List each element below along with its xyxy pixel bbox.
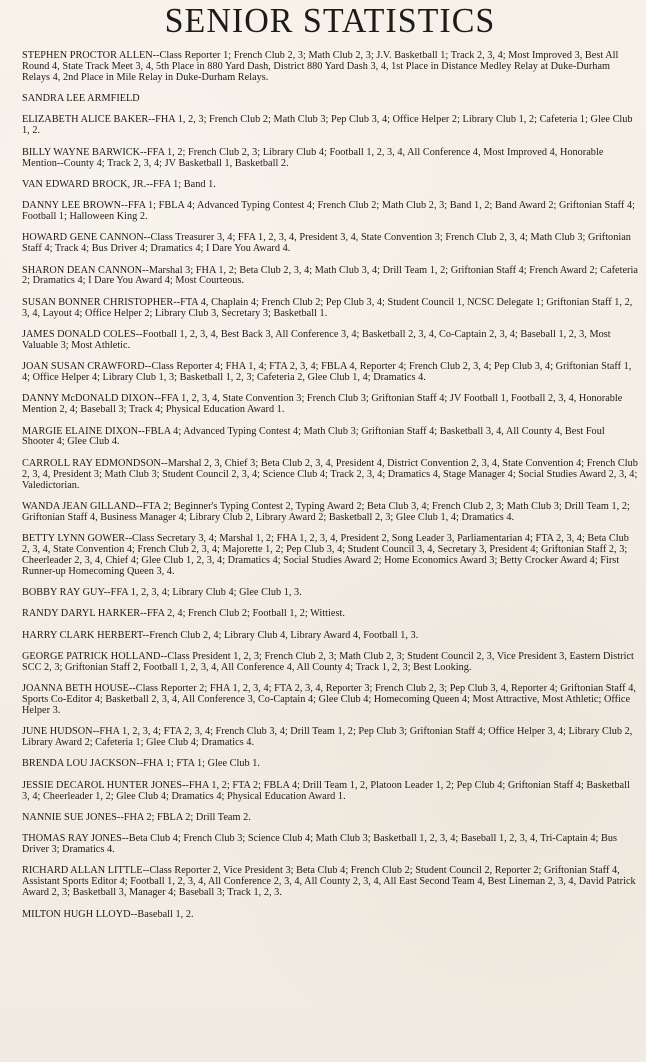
- senior-entry: BETTY LYNN GOWER--Class Secretary 3, 4; Marshal 1, 2; FHA 1, 2, 3, 4, President 2, Song Leader 3, Parliamentarian 4; FTA 2, 3, 4; Beta Club 2, 3, 4, State Convention 4; French Club 2, 3, 4; Majorette 1, 2; Pep Club 3, 4; Student Council 3, 4, Secretary 3, President 4; Griftonian Staff 2, 3; Cheerleader 2, 3, 4, Chief 4; Glee Club 1, 2, 3, 4; Dramatics 4; Social Studies Award 2; Home Economics Award 3; Betty Crocker Award 4; First Runner-up Homecoming Queen 3, 4.: [22, 533, 629, 577]
- senior-entry: JOAN SUSAN CRAWFORD--Class Reporter 4; FHA 1, 4; FTA 2, 3, 4; FBLA 4, Reporter 4; French Club 2, 3, 4; Pep Club 3, 4; Griftonian Staff 1, 4; Office Helper 4; Library Club 1, 3; Basketball 1, 2, 3; Cafeteria 2, Glee Club 1, 4; Dramatics 4.: [22, 361, 632, 384]
- senior-entry: DANNY McDONALD DIXON--FFA 1, 2, 3, 4, State Convention 3; French Club 3; Griftonian Staff 4; JV Football 1, Football 2, 3, 4, Honorable Mention 2, 4; Baseball 3; Track 4; Physical Education Award 1.: [22, 393, 623, 416]
- senior-entry: JOANNA BETH HOUSE--Class Reporter 2; FHA 1, 2, 3, 4; FTA 2, 3, 4, Reporter 3; French Club 2, 3; Pep Club 3, 4, Reporter 4; Griftonian Staff 4, Sports Co-Editor 4; Basketball 2, 3, 4, All Conference 3, Co-Captain 4; Glee Club 4; Homecoming Queen 4; Most Attractive, Most Athletic; Office Helper 3.: [22, 683, 636, 716]
- senior-entry: BRENDA LOU JACKSON--FHA 1; FTA 1; Glee Club 1.: [22, 758, 261, 770]
- senior-entry: JESSIE DECAROL HUNTER JONES--FHA 1, 2; FTA 2; FBLA 4; Drill Team 1, 2, Platoon Leader 1, 2; Pep Club 4; Griftonian Staff 4; Basketball 3, 4; Cheerleader 1, 2; Glee Club 4; Dramatics 4; Physical Education Award 1.: [22, 779, 630, 802]
- senior-entry: NANNIE SUE JONES--FHA 2; FBLA 2; Drill Team 2.: [22, 811, 251, 823]
- senior-entry: BILLY WAYNE BARWICK--FFA 1, 2; French Club 2, 3; Library Club 4; Football 1, 2, 3, 4, All Conference 4, Most Improved 4, Honorable Mention--County 4; Track 2, 3, 4; JV Basketball 1, Basketball 2.: [22, 146, 604, 169]
- senior-entry: BOBBY RAY GUY--FFA 1, 2, 3, 4; Library Club 4; Glee Club 1, 3.: [22, 587, 302, 599]
- senior-entry: SHARON DEAN CANNON--Marshal 3; FHA 1, 2; Beta Club 2, 3, 4; Math Club 3, 4; Drill Team 1, 2; Griftonian Staff 4; French Award 2; Cafeteria 2; Dramatics 4; I Dare You Award 4; Most Courteous.: [22, 264, 638, 287]
- senior-entry: STEPHEN PROCTOR ALLEN--Class Reporter 1; French Club 2, 3; Math Club 2, 3; J.V. Basketball 1; Track 2, 3, 4; Most Improved 3, Best All Round 4, State Track Meet 3, 4, 5th Place in 880 Yard Dash, District 880 Yard Dash 3, 4, 1st Place in Distance Medley Relay at Duke-Durham Relays 4, 2nd Place in Mile Relay in Duke-Durham Relays.: [22, 50, 619, 83]
- senior-statistics-list: [22, 51, 638, 920]
- senior-entry: VAN EDWARD BROCK, JR.--FFA 1; Band 1.: [22, 178, 216, 190]
- senior-entry: WANDA JEAN GILLAND--FTA 2; Beginner's Typing Contest 2, Typing Award 2; Beta Club 3, 4; French Club 2, 3; Math Club 3; Drill Team 1, 2; Griftonian Staff 4, Business Manager 4; Library Club 2, Library Award 2; Basketball 2, 3; Glee Club 1, 4; Dramatics 4.: [22, 500, 630, 523]
- senior-entry: ELIZABETH ALICE BAKER--FHA 1, 2, 3; French Club 2; Math Club 3; Pep Club 3, 4; Office Helper 2; Library Club 1, 2; Cafeteria 1; Glee Club 1, 2.: [22, 114, 633, 137]
- senior-entry: JUNE HUDSON--FHA 1, 2, 3, 4; FTA 2, 3, 4; French Club 3, 4; Drill Team 1, 2; Pep Club 3; Griftonian Staff 4; Office Helper 3, 4; Library Club 2, Library Award 2; Cafeteria 1; Glee Club 4; Dramatics 4.: [22, 726, 633, 749]
- senior-entry: RANDY DARYL HARKER--FFA 2, 4; French Club 2; Football 1, 2; Wittiest.: [22, 608, 345, 620]
- senior-entry: JAMES DONALD COLES--Football 1, 2, 3, 4, Best Back 3, All Conference 3, 4; Basketball 2, 3, 4, Co-Captain 2, 3, 4; Baseball 1, 2, 3, Most Valuable 3; Most Athletic.: [22, 328, 611, 351]
- page-title: SENIOR STATISTICS: [164, 2, 496, 41]
- senior-entry: CARROLL RAY EDMONDSON--Marshal 2, 3, Chief 3; Beta Club 2, 3, 4, President 4, District Convention 2, 3, 4, State Convention 4; French Club 2, 3, 4, President 3; Math Club 3; Student Council 2, 3, 4; Science Club 4; Track 2, 3, 4; Dramatics 4, Stage Manager 4; Social Studies Award 2, 3, 4; Valedictorian.: [22, 457, 638, 491]
- senior-entry: MARGIE ELAINE DIXON--FBLA 4; Advanced Typing Contest 4; Math Club 3; Griftonian Staff 4; Basketball 3, 4, All County 4, Best Foul Shooter 4; Glee Club 4.: [22, 425, 605, 448]
- senior-entry: DANNY LEE BROWN--FFA 1; FBLA 4; Advanced Typing Contest 4; French Club 2; Math Club 2, 3; Band 1, 2; Band Award 2; Griftonian Staff 4; Football 1; Halloween King 2.: [22, 200, 635, 223]
- senior-entry: SUSAN BONNER CHRISTOPHER--FTA 4, Chaplain 4; French Club 2; Pep Club 3, 4; Student Council 1, NCSC Delegate 1; Griftonian Staff 1, 2, 3, 4, Layout 4; Office Helper 2; Library Club 3, Secretary 3; Basketball 1.: [22, 296, 633, 319]
- senior-entry: THOMAS RAY JONES--Beta Club 4; French Club 3; Science Club 4; Math Club 3; Basketball 1, 2, 3, 4; Baseball 1, 2, 3, 4, Tri-Captain 4; Bus Driver 3; Dramatics 4.: [22, 833, 617, 856]
- senior-entry: MILTON HUGH LLOYD--Baseball 1, 2.: [22, 908, 194, 920]
- senior-entry: SANDRA LEE ARMFIELD: [22, 93, 140, 105]
- senior-entry: RICHARD ALLAN LITTLE--Class Reporter 2, Vice President 3; Beta Club 4; French Club 2; Student Council 2, Reporter 2; Griftonian Staff 4, Assistant Sports Editor 4; Football 1, 2, 3, 4, All Conference 2, 3, 4, All County 2, 3, 4, All East Second Team 4, Best Lineman 2, 3, 4, David Patrick Award 2, 3; Basketball 3, Manager 4; Baseball 3; Track 1, 2, 3.: [22, 865, 636, 899]
- senior-entry: HARRY CLARK HERBERT--French Club 2, 4; Library Club 4, Library Award 4, Football 1, 3.: [22, 629, 419, 641]
- senior-entry: HOWARD GENE CANNON--Class Treasurer 3, 4; FFA 1, 2, 3, 4, President 3, 4, State Convention 3; French Club 2, 3, 4; Math Club 3; Griftonian Staff 4; Track 4; Bus Driver 4; Dramatics 4; I Dare You Award 4.: [22, 232, 631, 255]
- senior-entry: GEORGE PATRICK HOLLAND--Class President 1, 2, 3; French Club 2, 3; Math Club 2, 3; Student Council 2, 3, Vice President 3, Eastern District SCC 2, 3; Griftonian Staff 2, Football 1, 2, 3, 4, All Conference 4, All County 4; Track 1, 2, 3; Best Looking.: [22, 650, 634, 673]
